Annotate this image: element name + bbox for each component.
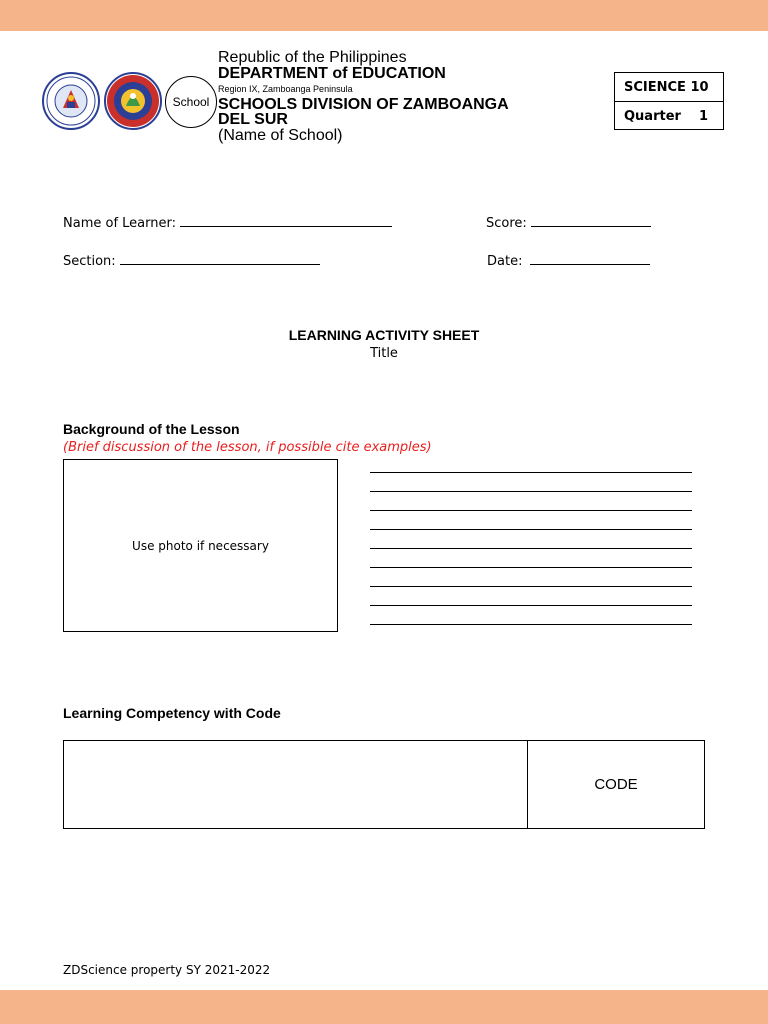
division-seal-icon — [104, 72, 162, 130]
learner-name-blank[interactable] — [180, 214, 392, 227]
writing-line[interactable] — [370, 624, 692, 625]
subject-row — [615, 73, 723, 101]
bottom-color-band — [0, 990, 768, 1024]
header-department: DEPARTMENT of EDUCATION — [218, 65, 446, 82]
top-color-band — [0, 0, 768, 31]
photo-placeholder-text: Use photo if necessary — [132, 538, 269, 553]
photo-placeholder-box[interactable] — [63, 459, 338, 632]
competency-heading: Learning Competency with Code — [63, 705, 281, 721]
competency-table — [63, 740, 705, 829]
competency-code-cell — [528, 741, 704, 828]
deped-seal-icon — [42, 72, 100, 130]
sheet-subtitle: Title — [370, 346, 398, 361]
writing-line[interactable] — [370, 605, 692, 606]
quarter-label: Quarter — [624, 108, 681, 124]
school-logo-label: School — [172, 95, 210, 109]
background-hint: (Brief discussion of the lesson, if possible cite examples) — [63, 440, 432, 455]
header-division-line1: SCHOOLS DIVISION OF ZAMBOANGA — [218, 96, 509, 113]
header-republic: Republic of the Philippines — [218, 49, 407, 66]
writing-line[interactable] — [370, 567, 692, 568]
header-division-line2: DEL SUR — [218, 111, 288, 128]
date-label: Date: — [487, 254, 523, 269]
subject-box — [614, 72, 724, 130]
writing-line[interactable] — [370, 491, 692, 492]
background-heading: Background of the Lesson — [63, 421, 240, 437]
quarter-row — [615, 101, 723, 130]
date-field[interactable] — [487, 252, 650, 269]
subject-label: SCIENCE 10 — [624, 79, 709, 95]
school-logo-placeholder — [165, 76, 217, 128]
sheet-title: LEARNING ACTIVITY SHEET — [288, 327, 480, 343]
writing-line[interactable] — [370, 586, 692, 587]
writing-line[interactable] — [370, 510, 692, 511]
writing-line[interactable] — [370, 529, 692, 530]
section-blank[interactable] — [120, 252, 320, 265]
date-blank[interactable] — [530, 252, 650, 265]
header-school-name: (Name of School) — [218, 127, 343, 144]
quarter-value: 1 — [698, 108, 708, 124]
learner-name-field[interactable] — [63, 214, 392, 231]
header-region: Region IX, Zamboanga Peninsula — [218, 84, 353, 94]
writing-line[interactable] — [370, 548, 692, 549]
code-label: CODE — [594, 776, 638, 793]
learner-name-label: Name of Learner: — [63, 216, 176, 231]
score-field[interactable] — [486, 214, 651, 231]
section-label: Section: — [63, 254, 116, 269]
footer-text: ZDScience property SY 2021-2022 — [63, 963, 271, 977]
score-blank[interactable] — [531, 214, 651, 227]
writing-line[interactable] — [370, 472, 692, 473]
score-label: Score: — [486, 216, 527, 231]
competency-text-cell[interactable] — [64, 741, 528, 828]
section-field[interactable] — [63, 252, 320, 269]
